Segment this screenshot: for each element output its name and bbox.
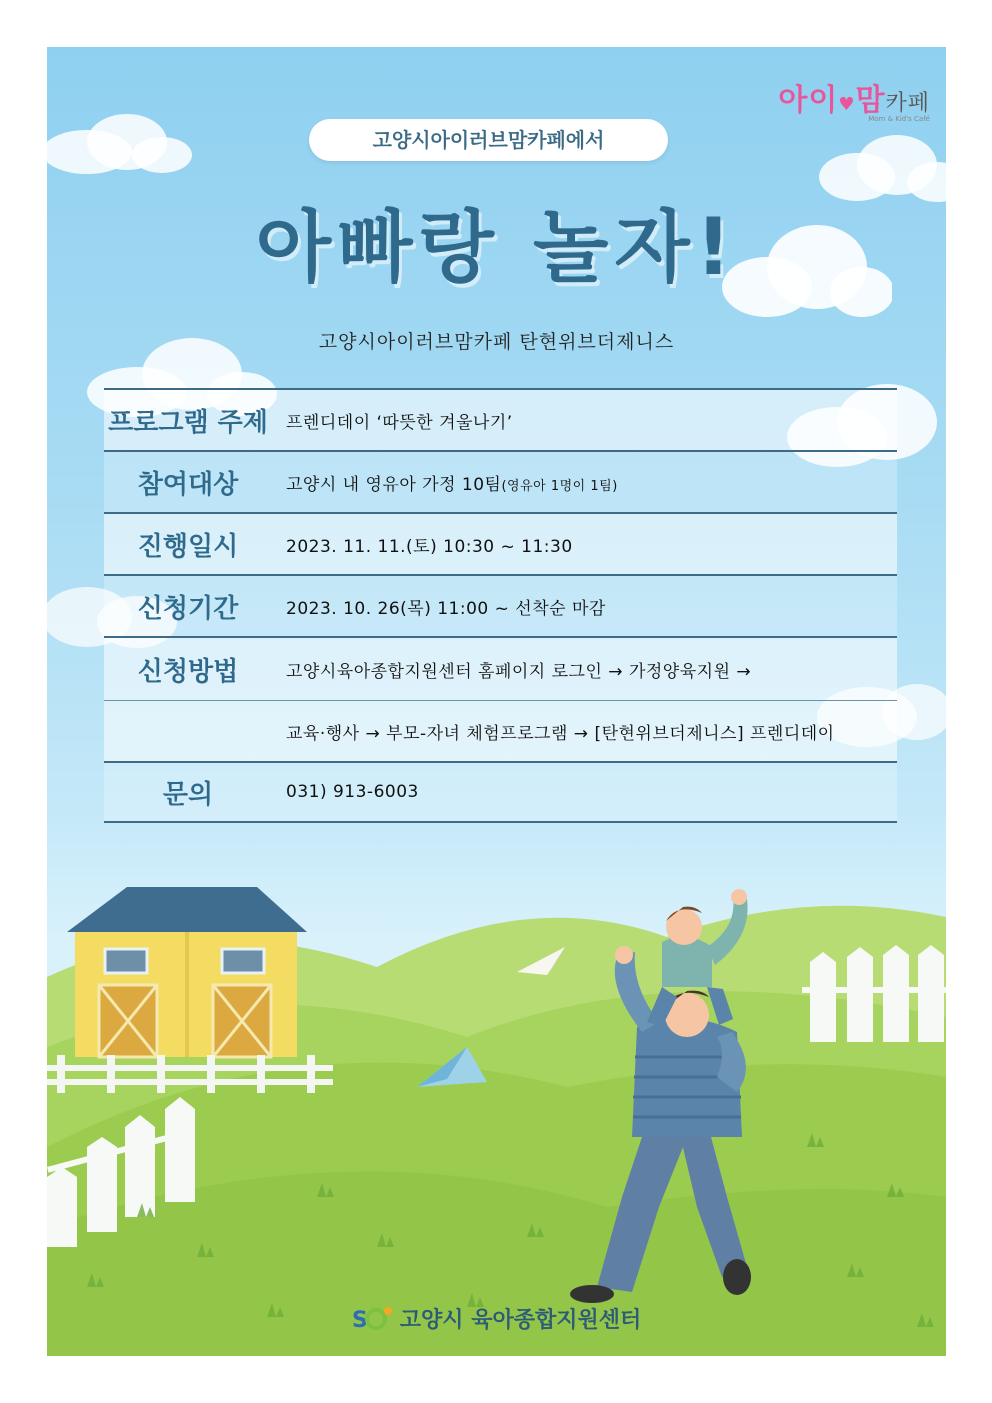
row-value-text: 2023. 10. 26(목) 11:00 ~ 선착순 마감: [286, 598, 606, 619]
mom-kids-cafe-logo: [778, 75, 930, 123]
table-row: [104, 512, 897, 574]
row-value: [272, 532, 897, 557]
row-label: 문의: [162, 779, 214, 810]
row-label: 진행일시: [137, 531, 239, 562]
logo-subtitle: Mom & Kid's Café: [868, 115, 930, 123]
row-value: [272, 408, 897, 433]
row-label: 참여대상: [137, 469, 239, 500]
landscape-illustration: [47, 847, 946, 1356]
row-label: 신청기간: [137, 593, 239, 624]
row-value-note: (영유아 1명이 1팀): [501, 478, 618, 494]
row-value: [272, 782, 897, 802]
row-label: 신청방법: [137, 656, 239, 687]
row-value-text: 031) 913-6003: [286, 782, 419, 802]
table-row: [104, 636, 897, 700]
row-value: [272, 719, 897, 744]
organizer-line: 고양시아이러브맘카페 탄현위브더제니스: [318, 331, 675, 353]
row-value: [272, 657, 897, 682]
row-value: [272, 470, 897, 495]
logo-text-3: 카페: [885, 91, 930, 116]
logo-text-1: 아이: [778, 83, 839, 118]
row-value-text: 교육·행사 → 부모-자녀 체험프로그램 → [탄현위브더제니스] 프렌디데이: [286, 723, 835, 744]
top-pill-label: 고양시아이러브맘카페에서: [309, 119, 668, 161]
logo-text-2: 맘: [855, 83, 886, 118]
row-label: 프로그램 주제: [108, 407, 268, 438]
cloud-top-left: [47, 107, 197, 177]
page-title: 아빠랑 놀자!: [255, 203, 738, 293]
row-value-text: 고양시육아종합지원센터 홈페이지 로그인 → 가정양육지원 →: [286, 661, 752, 682]
row-value: [272, 594, 897, 619]
info-table: [104, 388, 897, 823]
table-row: [104, 761, 897, 823]
heart-icon: ♥: [838, 94, 856, 115]
table-row: [104, 574, 897, 636]
table-row: [104, 700, 897, 761]
row-value-text: 2023. 11. 11.(토) 10:30 ~ 11:30: [286, 536, 573, 557]
center-logo-icon: [352, 1303, 396, 1339]
poster: [47, 47, 946, 1356]
table-row: [104, 450, 897, 512]
footer-organization: [47, 1303, 946, 1339]
row-value-text: 고양시 내 영유아 가정 10팀: [286, 474, 502, 495]
row-value-text: 프렌디데이 ‘따뜻한 겨울나기’: [286, 412, 513, 433]
footer-text: 고양시 육아종합지원센터: [399, 1308, 642, 1333]
svg-text:S: S: [351, 1308, 368, 1333]
table-row: [104, 388, 897, 450]
barn-icon: [67, 887, 307, 1057]
